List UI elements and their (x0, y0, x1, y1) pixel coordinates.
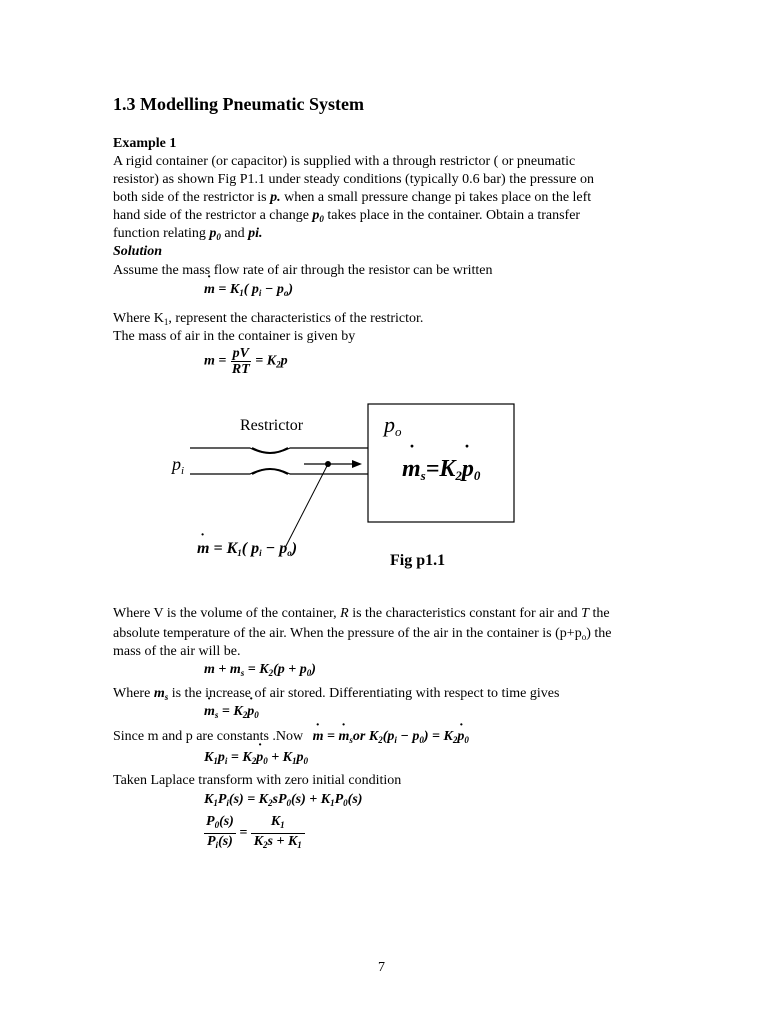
pi-label: $p_i$ (172, 454, 185, 477)
intro-line-5-p0-sub: 0 (216, 232, 221, 242)
where-v-r: R (340, 606, 349, 621)
where-k1-a: Where K (113, 311, 164, 326)
where-ms-a: Where (113, 686, 154, 701)
figure-caption: Fig p1.1 (390, 552, 446, 569)
intro-line-1: A rigid container (or capacitor) is supplied with a through restrictor ( or pneumatic (113, 154, 576, 169)
equation-transfer-function: $\frac{P_0(s)}{P_i(s)}$ = $\frac{K_1}{K_2s + K_1}$ (204, 814, 305, 853)
mass-text: The mass of air in the container is given by (113, 329, 356, 344)
example-heading: Example 1 (113, 136, 177, 151)
where-ms-line: Where $m_s$ is the increase of air stored. Differentiating with respect to time gives (113, 686, 560, 702)
where-v-c: the (588, 606, 610, 621)
equation-laplace: $K_1P_i(s) = K_2sP_0(s) + K_1P_0(s)$ (204, 792, 363, 808)
since-equation: · m = · $m_sor$ $K_2(p_i - p_0) = K_2\cdot p_0$ (313, 729, 469, 744)
restrictor-label: Restrictor (240, 417, 304, 434)
since-line (113, 728, 469, 749)
p0-dot: · (464, 436, 471, 456)
equation-mass: m = $\frac{pV}{RT}$ = $K_2p$ (204, 346, 288, 377)
po-label: po (384, 412, 402, 439)
intro-line-4-p0-sub: 0 (319, 214, 324, 224)
solution-heading: Solution (113, 244, 163, 259)
intro-line-3-b: when a small pressure change pi takes place on the left (280, 190, 592, 205)
intro-line-5-and: and (220, 226, 249, 241)
flow-arrowhead (352, 460, 362, 468)
intro-line-4-p0: p (312, 208, 320, 223)
where-v-t: T (581, 606, 589, 621)
abs-temp-b: ) the (586, 626, 612, 641)
restrictor-bottom (252, 469, 288, 474)
page-number: 7 (378, 960, 385, 975)
figure-equation: · $m = K_1$( $p_i - p_o$) (197, 540, 297, 558)
where-v-b: is the characteristics constant for air and (348, 606, 582, 621)
where-v-line (113, 605, 610, 623)
intro-line-3-p: p. (270, 190, 281, 205)
intro-line-3-a: both side of the restrictor is (113, 190, 271, 205)
intro-line-4-b: takes place in the container. Obtain a transfer (323, 208, 581, 223)
ms-dot: · (409, 436, 416, 456)
intro-line-5-p0: p (209, 226, 217, 241)
where-ms-b: is the increase of air stored. Differentiating with respect to time gives (171, 686, 560, 701)
where-k1-rest: , represent the characteristics of the restrictor. (168, 311, 424, 326)
intro-line-5-a: function relating (113, 226, 210, 241)
intro-line-4-a: hand side of the restrictor a change (113, 208, 313, 223)
where-k1-sub: 1 (163, 317, 169, 327)
where-v-a: Where V is the volume of the container, (113, 606, 341, 621)
mass-will-be: mass of the air will be. (113, 644, 241, 659)
abs-temp-a: absolute temperature of the air. When the pressure of the air in the container is (p+p (113, 626, 582, 641)
ms-equation: ms=K2p0 (402, 456, 481, 483)
equation-balance: $K_1p_i = K_2\cdot p_0 + K_1p_0$ (204, 750, 308, 766)
equation-mass-sum: $m + m_s = K_2(p + p_0)$ (204, 662, 316, 678)
section-title: 1.3 Modelling Pneumatic System (113, 94, 364, 114)
leader-line (286, 464, 328, 546)
intro-line-2: resistor) as shown Fig P1.1 under steady conditions (typically 0.6 bar) the pressure on (113, 172, 594, 187)
equation-mass-flow: · $m = K_1$( $p_i - p_o$) (204, 282, 293, 298)
equation-ms-rate: · $m_s = K_2\cdot p_0$ (204, 704, 259, 720)
since-text: Since m and p are constants .Now (113, 729, 304, 744)
assume-text: Assume the mass flow rate of air through the resistor can be written (113, 263, 493, 278)
restrictor-top (252, 448, 288, 453)
intro-line-3 (113, 189, 591, 207)
intro-line-5-pi: pi. (248, 226, 263, 241)
laplace-text: Taken Laplace transform with zero initial condition (113, 773, 402, 788)
abs-temp-sub: o (581, 632, 587, 642)
